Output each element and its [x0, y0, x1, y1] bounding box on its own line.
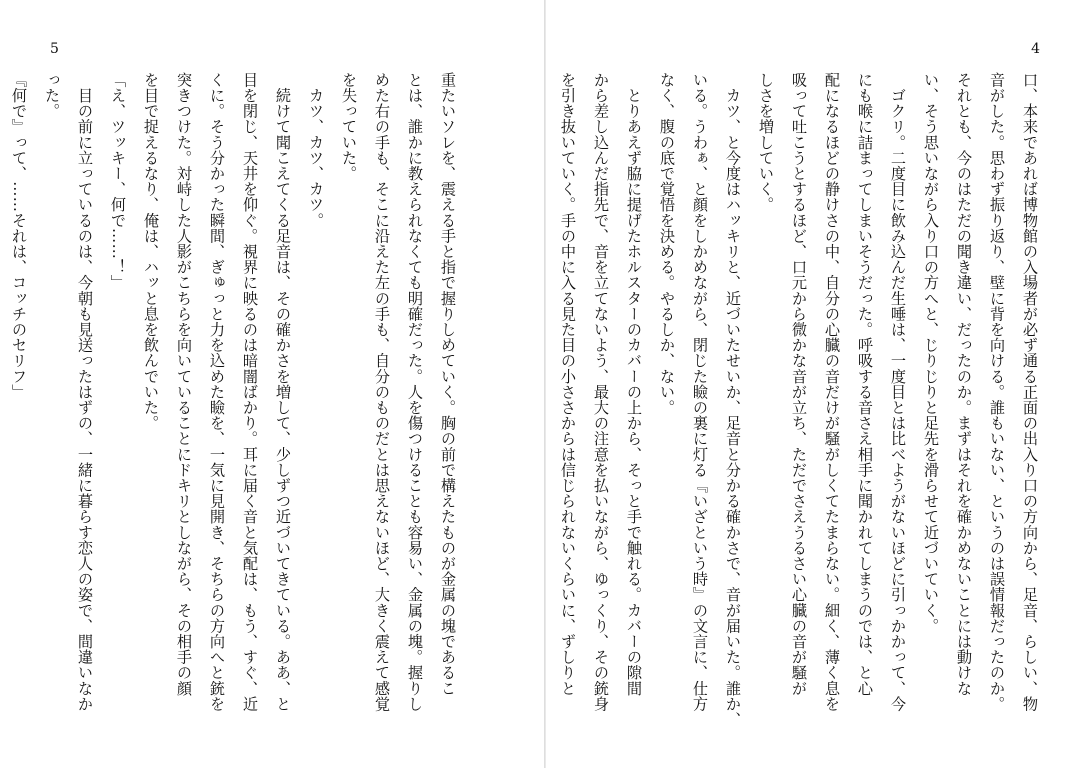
- text-line: 口、本来であれば博物館の入場者が必ず通る正面の出入り口の方向から、足音、らしい、物: [1021, 72, 1039, 712]
- text-line: カツ、カツ、カツ。: [307, 72, 325, 228]
- text-line: から差し込んだ指先で、音を立てないよう、最大の注意を払いながら、ゆっくり、その銃身: [592, 72, 610, 712]
- text-line: とは、誰かに教えられなくても明確だった。人を傷つけることも容易い、金属の塊。握りし: [406, 72, 424, 712]
- left-page: [0, 0, 544, 768]
- text-line: いる。うわぁ、と顔をしかめながら、閉じた瞼の裏に灯る『いざという時』の文言に、仕方: [691, 72, 709, 712]
- text-line: を引き抜いていく。手の中に入る見た目の小ささからは信じられないくらいに、ずしりと: [559, 72, 577, 696]
- text-line: ゴクリ。二度目に飲み込んだ生唾は、一度目とは比べようがないほどに引っかかって、今: [889, 72, 907, 712]
- text-line: 重たいソレを、震える手と指で握りしめていく。胸の前で構えたものが金属の塊であるこ: [439, 72, 457, 696]
- text-line: なく、腹の底で覚悟を決める。やるしか、ない。: [658, 72, 676, 416]
- text-line: カツ、と今度はハッキリと、近づいたせいか、足音と分かる確かさで、音が届いた。誰か、: [724, 72, 742, 728]
- body-text: [551, 72, 1046, 742]
- text-line: 配になるほどの静けさの中、自分の心臓の音だけが騒がしくてたまらない。細く、薄く息を: [823, 72, 841, 712]
- text-line: 目を閉じ、天井を仰ぐ。視界に映るのは暗闇ばかり。耳に届く音と気配は、もう、すぐ、近: [241, 72, 259, 712]
- text-line: 続けて聞こえてくる足音は、その確かさを増して、少しずつ近づいてきている。ああ、と: [274, 72, 292, 712]
- text-line: それとも、今のはただの聞き違い、だったのか。まずはそれを確かめないことには動けな: [955, 72, 973, 696]
- text-line: い、そう思いながら入り口の方へと、じりじりと足先を滑らせて近づいていく。: [922, 72, 940, 634]
- text-line: とりあえず脇に提げたホルスターのカバーの上から、そっと手で触れる。カバーの隙間: [625, 72, 643, 696]
- text-line: [0, 72, 2, 742]
- text-line: った。: [43, 72, 61, 119]
- text-line: 目の前に立っているのは、今朝も見送ったはずの、一緒に暮らす恋人の姿で、間違いなか: [76, 72, 94, 712]
- page-number: 4: [1031, 41, 1040, 57]
- text-line: 突きつけた。対峙した人影がこちらを向いていることにドキリとしながら、その相手の顔: [175, 72, 193, 696]
- text-line: くに。そう分かった瞬間、ぎゅっと力を込めた瞼を、一気に見開き、そちらの方向へと銃を: [208, 72, 226, 712]
- text-line: を目で捉えるなり、俺は、ハッと息を飲んでいた。: [142, 72, 160, 431]
- text-line: 「え、ツッキー、何で……！」: [109, 72, 127, 291]
- text-line: 『何で』って、……それは、コッチのセリフ」: [10, 72, 28, 400]
- body-text: [0, 72, 464, 742]
- text-line: 音がした。思わず振り返り、壁に背を向ける。誰もいない、というのは誤情報だったのか。: [988, 72, 1006, 712]
- text-line: を失っていた。: [340, 72, 358, 182]
- text-line: 吸って吐こうとするほど、口元から微かな音が立ち、ただでさえうるさい心臓の音が騒が: [790, 72, 808, 696]
- text-line: にも喉に詰まってしまいそうだった。呼吸する音さえ相手に聞かれてしまうのでは、と心: [856, 72, 874, 696]
- text-line: めた右の手も、そこに沿えた左の手も、自分のものだとは思えないほど、大きく震えて感覚: [373, 72, 391, 712]
- page-number: 5: [50, 41, 59, 57]
- text-line: しさを増していく。: [757, 72, 775, 213]
- right-page: [546, 0, 1090, 768]
